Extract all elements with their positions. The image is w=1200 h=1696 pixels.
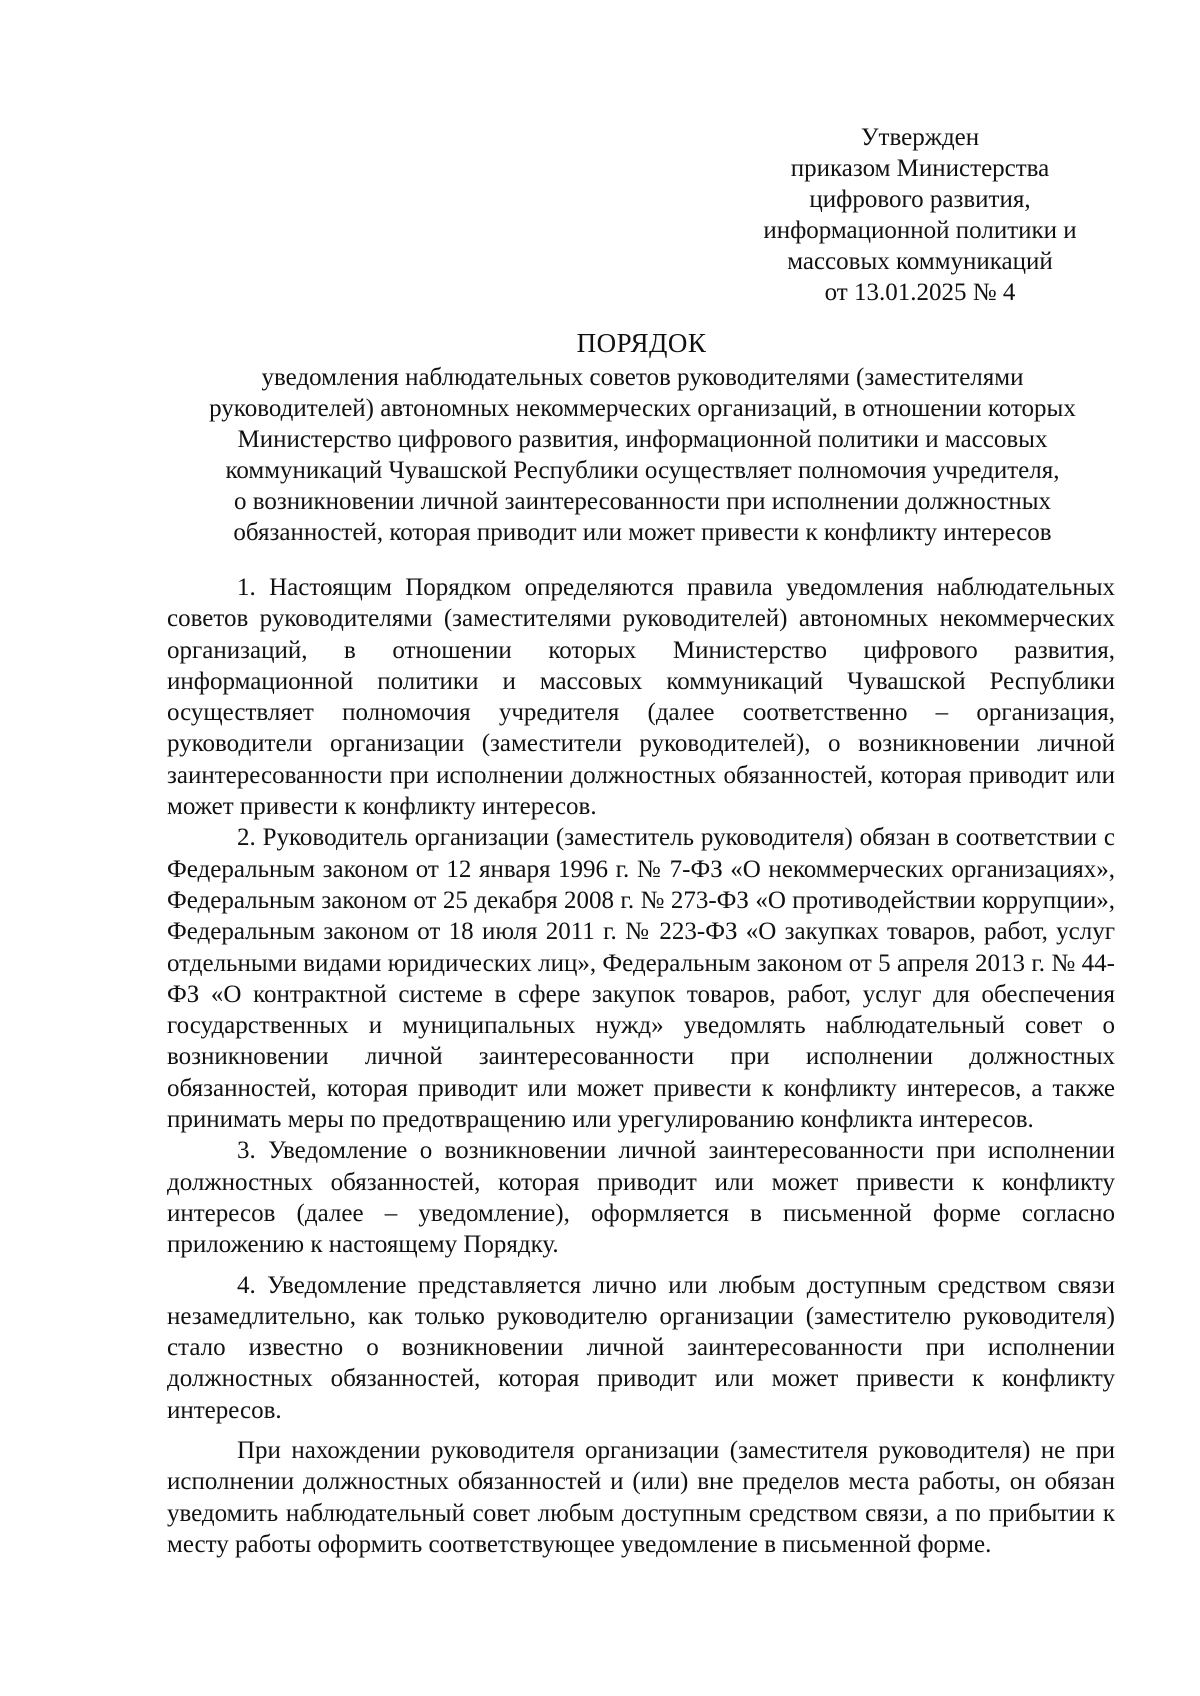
subtitle-line: о возникновении личной заинтересованности при исполнении должностных [234,488,1051,515]
approval-line: информационной политики и [763,217,1077,244]
subtitle-line: уведомления наблюдательных советов руководителями (заместителями [261,364,1024,391]
paragraph-5: При нахождении руководителя организации (заместителя руководителя) не при исполнении должностных обязанностей и (или) вне пределов места работы, он обязан уведомить наблюдательный совет любым доступным средством связи, а по прибытии к месту работы оформить соответствующее уведомление в письменной форме. [167,1437,1115,1558]
approval-line: цифрового развития, [809,186,1031,213]
approval-line: Утвержден [860,124,980,151]
paragraph-1: 1. Настоящим Порядком определяются правила уведомления наблюдательных советов руководителями (заместителями руководителей) автономных некоммерческих организаций, в отношении которых Министерство цифрового развития, информационной политики и массовых коммуникаций Чувашской Республики осуществляет полномочия учредителя (далее соответственно – организация, руководители организации (заместители руководителей), о возникновении личной заинтересованности при исполнении должностных обязанностей, которая приводит или может привести к конфликту интересов. [167,574,1115,821]
subtitle-line: коммуникаций Чувашской Республики осуществляет полномочия учредителя, [225,457,1060,484]
approval-line: от 13.01.2025 № 4 [824,279,1016,306]
document-body [167,572,1115,1560]
paragraph-4: 4. Уведомление представляется лично или любым доступным средством связи незамедлительно, как только руководителю организации (заместителю руководителя) стало известно о возникновении личной заинтересованности при исполнении должностных обязанностей, которая приводит или может привести к конфликту интересов. [167,1271,1115,1424]
subtitle-line: Министерство цифрового развития, информационной политики и массовых [237,426,1048,453]
subtitle-line: руководителей) автономных некоммерческих организаций, в отношении которых [209,395,1076,422]
paragraph-3: 3. Уведомление о возникновении личной заинтересованности при исполнении должностных обязанностей, которая приводит или может привести к конфликту интересов (далее – уведомление), оформляется в письменной форме согласно приложению к настоящему Порядку. [167,1137,1115,1259]
subtitle-line: обязанностей, которая приводит или может привести к конфликту интересов [233,519,1052,546]
approval-line: массовых коммуникаций [787,248,1053,275]
document-title: ПОРЯДОК [576,328,707,358]
paragraph-2: 2. Руководитель организации (заместитель руководителя) обязан в соответствии с Федеральным законом от 12 января 1996 г. № 7-ФЗ «О некоммерческих организациях», Федеральным законом от 25 декабря 2008 г. № 273-ФЗ «О противодействии коррупции», Федеральным законом от 18 июля 2011 г. № 223-ФЗ «О закупках товаров, работ, услуг отдельными видами юридических лиц», Федеральным законом от 5 апреля 2013 г. № 44-ФЗ «О контрактной системе в сфере закупок товаров, работ, услуг для обеспечения государственных и муниципальных нужд» уведомлять наблюдательный совет о возникновении личной заинтересованности при исполнении должностных обязанностей, которая приводит или может привести к конфликту интересов, а также принимать меры по предотвращению или урегулированию конфликта интересов. [167,824,1115,1134]
approval-line: приказом Министерства [790,155,1050,182]
approval-stamp [740,122,1100,308]
document-subtitle [160,362,1125,548]
